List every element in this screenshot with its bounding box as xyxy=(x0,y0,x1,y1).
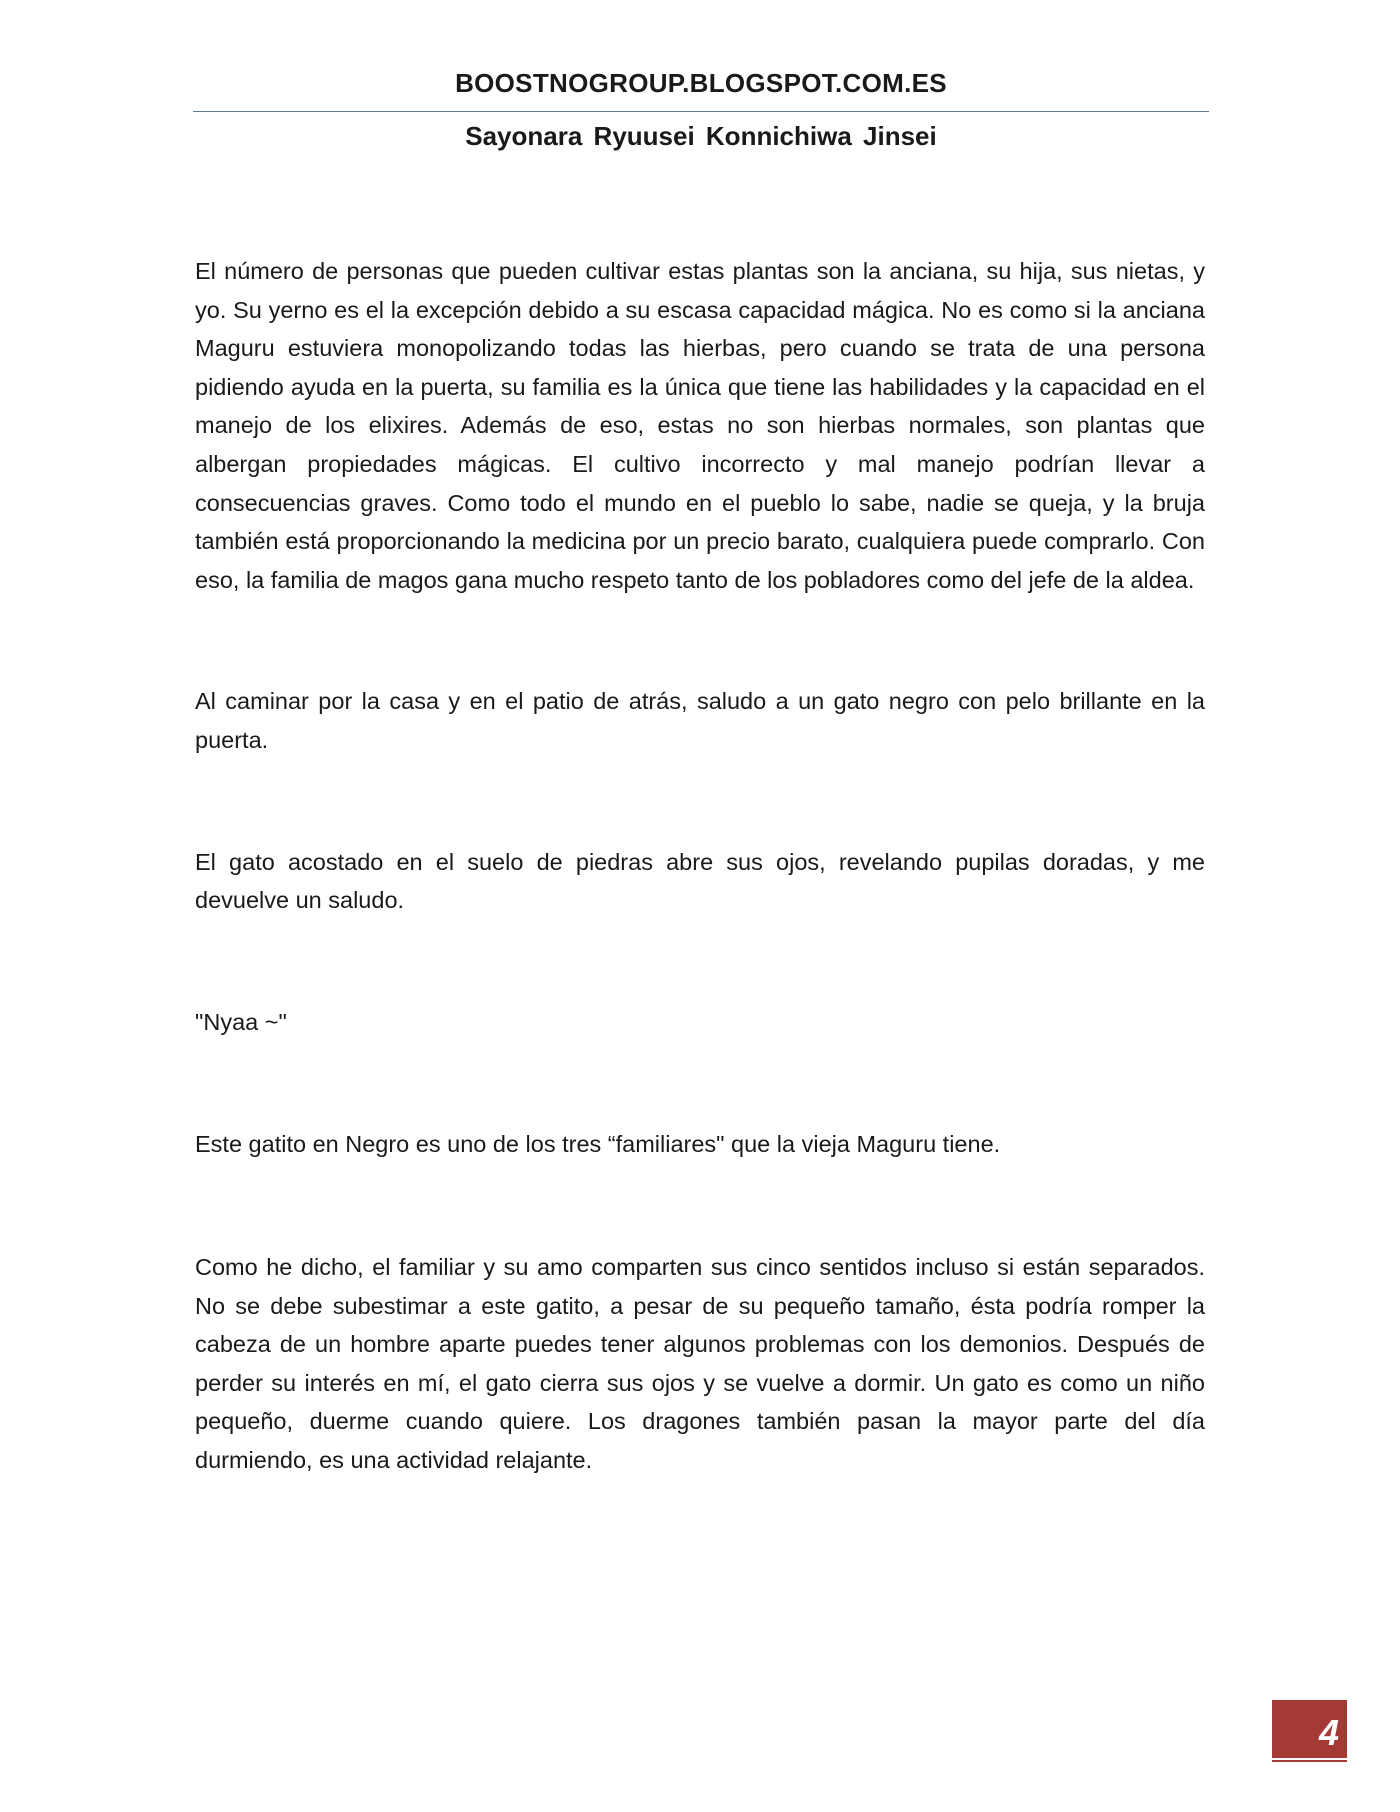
paragraph: Al caminar por la casa y en el patio de atrás, saludo a un gato negro con pelo brillante en la puerta. xyxy=(195,688,1205,753)
paragraph: El número de personas que pueden cultivar estas plantas son la anciana, su hija, sus nietas, y yo. Su yerno es el la excepción debido a su escasa capacidad mágica. No es como si la anciana Maguru estuviera monopolizando todas las hierbas, pero cuando se trata de una persona pidiendo ayuda en la puerta, su familia es la única que tiene las habilidades y la capacidad en el manejo de los elixires. Además de eso, estas no son hierbas normales, son plantas que albergan propiedades mágicas. El cultivo incorrecto y mal manejo podrían llevar a consecuencias graves. Como todo el mundo en el pueblo lo sabe, nadie se queja, y la bruja también está proporcionando la medicina por un precio barato, cualquiera puede comprarlo. Con eso, la familia de magos gana mucho respeto tanto de los pobladores como del jefe de la aldea. xyxy=(195,258,1205,593)
body-text xyxy=(195,252,1205,1479)
paragraph-dialogue: "Nyaa ~" xyxy=(195,1008,287,1035)
site-header: BOOSTNOGROUP.BLOGSPOT.COM.ES xyxy=(455,68,947,98)
page-number: 4 xyxy=(1318,1712,1339,1753)
header-divider xyxy=(193,111,1209,112)
page-number-badge xyxy=(1272,1700,1347,1758)
paragraph: Este gatito en Negro es uno de los tres “familiares" que la vieja Maguru tiene. xyxy=(195,1131,1001,1158)
paragraph: Como he dicho, el familiar y su amo comparten sus cinco sentidos incluso si están separados. No se debe subestimar a este gatito, a pesar de su pequeño tamaño, ésta podría romper la cabeza de un hombre aparte puedes tener algunos problemas con los demonios. Después de perder su interés en mí, el gato cierra sus ojos y se vuelve a dormir. Un gato es como un niño pequeño, duerme cuando quiere. Los dragones también pasan la mayor parte del día durmiendo, es una actividad relajante. xyxy=(195,1253,1205,1473)
page-number-underline xyxy=(1272,1760,1347,1762)
paragraph: El gato acostado en el suelo de piedras abre sus ojos, revelando pupilas doradas, y me devuelve un saludo. xyxy=(195,848,1205,914)
novel-title: Sayonara Ryuusei Konnichiwa Jinsei xyxy=(465,121,937,151)
